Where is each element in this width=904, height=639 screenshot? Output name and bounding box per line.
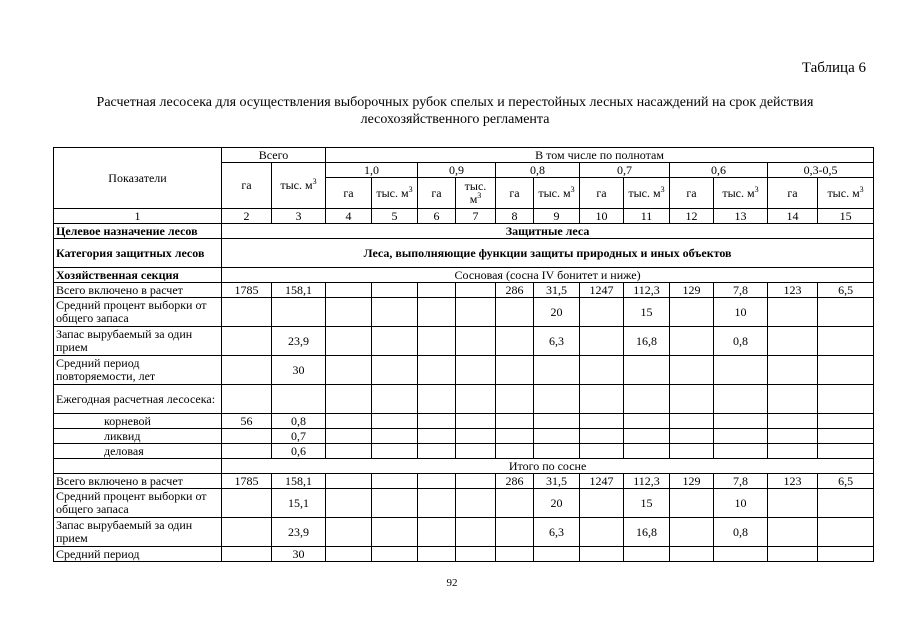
table-cell: [456, 518, 496, 547]
table-cell: [580, 298, 624, 327]
table-cell: [670, 356, 714, 385]
table-cell: [326, 444, 372, 459]
table-cell: [372, 489, 418, 518]
table-cell: [768, 414, 818, 429]
table-cell: [496, 414, 534, 429]
table-cell: 112,3: [624, 474, 670, 489]
table-cell: 158,1: [272, 474, 326, 489]
column-number: 1: [54, 209, 222, 224]
table-cell: [54, 459, 222, 474]
table-cell: [670, 547, 714, 562]
table-cell: [624, 429, 670, 444]
table-cell: [818, 429, 874, 444]
table-cell: [534, 414, 580, 429]
table-cell: 15: [624, 489, 670, 518]
table-cell: [768, 429, 818, 444]
table-cell: 10: [714, 489, 768, 518]
column-number: 8: [496, 209, 534, 224]
table-cell: [624, 444, 670, 459]
table-cell: [496, 327, 534, 356]
table-cell: [768, 298, 818, 327]
table-cell: [580, 547, 624, 562]
table-cell: [580, 327, 624, 356]
table-cell: [768, 327, 818, 356]
table-cell: [222, 298, 272, 327]
table-cell: [496, 356, 534, 385]
header-total-thous: тыс. $м^3$: [272, 163, 326, 209]
table-cell: [580, 518, 624, 547]
header-indicators: Показатели: [54, 148, 222, 209]
cutting-area-table: [53, 147, 874, 562]
table-cell: [496, 444, 534, 459]
table-cell: [496, 298, 534, 327]
table-cell: [372, 474, 418, 489]
table-cell: [768, 385, 818, 414]
row-label: Средний процент выборки от общего запаса: [54, 489, 222, 518]
header-thous: тыс. $м^3$: [456, 178, 496, 209]
header-density: 0,3-0,5: [768, 163, 874, 178]
table-cell: [456, 414, 496, 429]
table-cell: [418, 283, 456, 298]
purpose-value: Защитные леса: [222, 224, 874, 239]
table-cell: [326, 327, 372, 356]
table-cell: [418, 518, 456, 547]
header-thous: тыс. $м^3$: [714, 178, 768, 209]
table-cell: 0,8: [272, 414, 326, 429]
table-cell: [496, 429, 534, 444]
table-cell: 0,8: [714, 327, 768, 356]
table-cell: 112,3: [624, 283, 670, 298]
table-cell: [456, 356, 496, 385]
column-number: 14: [768, 209, 818, 224]
table-cell: [418, 298, 456, 327]
table-cell: 1785: [222, 474, 272, 489]
table-cell: [222, 518, 272, 547]
header-density: 1,0: [326, 163, 418, 178]
table-cell: [222, 327, 272, 356]
table-cell: [456, 547, 496, 562]
table-cell: [372, 429, 418, 444]
column-number: 9: [534, 209, 580, 224]
row-label: корневой: [54, 414, 222, 429]
table-cell: [456, 327, 496, 356]
table-cell: [534, 429, 580, 444]
table-cell: [418, 489, 456, 518]
table-cell: [580, 429, 624, 444]
table-cell: [372, 414, 418, 429]
column-number: 7: [456, 209, 496, 224]
table-cell: [222, 547, 272, 562]
table-cell: [496, 385, 534, 414]
table-cell: [670, 518, 714, 547]
table-cell: [534, 385, 580, 414]
table-cell: [818, 327, 874, 356]
table-cell: [768, 547, 818, 562]
table-cell: 23,9: [272, 518, 326, 547]
table-cell: 158,1: [272, 283, 326, 298]
header-thous: тыс. $м^3$: [372, 178, 418, 209]
row-label: Ежегодная расчетная лесосека:: [54, 385, 222, 414]
table-cell: [272, 298, 326, 327]
table-cell: 286: [496, 283, 534, 298]
table-cell: 20: [534, 298, 580, 327]
table-cell: 31,5: [534, 283, 580, 298]
row-label: Запас вырубаемый за один прием: [54, 518, 222, 547]
table-cell: 6,5: [818, 474, 874, 489]
row-label: ликвид: [54, 429, 222, 444]
table-cell: [624, 356, 670, 385]
header-thous: тыс. $м^3$: [624, 178, 670, 209]
table-cell: [670, 414, 714, 429]
table-cell: [818, 356, 874, 385]
table-cell: 6,3: [534, 518, 580, 547]
header-total: Всего: [222, 148, 326, 163]
row-label: Средний период: [54, 547, 222, 562]
table-cell: [418, 414, 456, 429]
row-label: Всего включено в расчет: [54, 474, 222, 489]
table-cell: 20: [534, 489, 580, 518]
table-cell: 16,8: [624, 518, 670, 547]
table-cell: [496, 489, 534, 518]
table-cell: [580, 444, 624, 459]
table-cell: [372, 547, 418, 562]
table-cell: 1247: [580, 283, 624, 298]
table-cell: 1785: [222, 283, 272, 298]
column-number: 11: [624, 209, 670, 224]
table-label: Таблица 6: [801, 60, 866, 76]
table-cell: [456, 429, 496, 444]
table-cell: 10: [714, 298, 768, 327]
table-cell: 7,8: [714, 474, 768, 489]
table-cell: [372, 356, 418, 385]
column-number: 3: [272, 209, 326, 224]
header-ha: га: [580, 178, 624, 209]
table-cell: [768, 356, 818, 385]
row-label: Средний процент выборки от общего запаса: [54, 298, 222, 327]
section-value: Сосновая (сосна IV бонитет и ниже): [222, 268, 874, 283]
table-cell: [670, 385, 714, 414]
column-number: 6: [418, 209, 456, 224]
table-cell: [818, 444, 874, 459]
table-cell: [768, 518, 818, 547]
table-cell: [456, 385, 496, 414]
header-density: 0,8: [496, 163, 580, 178]
table-cell: [818, 385, 874, 414]
table-cell: [326, 414, 372, 429]
table-cell: [534, 547, 580, 562]
column-number: 10: [580, 209, 624, 224]
column-number: 12: [670, 209, 714, 224]
table-cell: [326, 547, 372, 562]
table-cell: [714, 414, 768, 429]
table-cell: 6,5: [818, 283, 874, 298]
table-cell: [714, 356, 768, 385]
table-cell: [624, 547, 670, 562]
header-thous: тыс. $м^3$: [534, 178, 580, 209]
table-cell: [818, 298, 874, 327]
table-cell: 0,6: [272, 444, 326, 459]
table-cell: 30: [272, 547, 326, 562]
table-cell: [222, 429, 272, 444]
header-by-density: В том числе по полнотам: [326, 148, 874, 163]
table-cell: [768, 444, 818, 459]
column-number: 5: [372, 209, 418, 224]
table-cell: [326, 518, 372, 547]
header-density: 0,6: [670, 163, 768, 178]
table-cell: [326, 385, 372, 414]
table-cell: [580, 385, 624, 414]
table-cell: [818, 489, 874, 518]
header-thous: тыс. $м^3$: [818, 178, 874, 209]
table-cell: [534, 444, 580, 459]
category-value: Леса, выполняющие функции защиты природных и иных объектов: [222, 239, 874, 268]
table-cell: [326, 298, 372, 327]
table-cell: [326, 429, 372, 444]
table-cell: 123: [768, 283, 818, 298]
table-cell: 286: [496, 474, 534, 489]
table-cell: [624, 414, 670, 429]
table-cell: [714, 429, 768, 444]
table-cell: 123: [768, 474, 818, 489]
table-cell: 31,5: [534, 474, 580, 489]
purpose-label: Целевое назначение лесов: [54, 224, 222, 239]
table-cell: [818, 518, 874, 547]
table-cell: [222, 489, 272, 518]
table-cell: 15: [624, 298, 670, 327]
subtotal-label: Итого по сосне: [222, 459, 874, 474]
table-cell: [818, 414, 874, 429]
header-ha: га: [670, 178, 714, 209]
table-cell: [456, 474, 496, 489]
table-cell: [326, 474, 372, 489]
table-cell: [714, 547, 768, 562]
table-cell: [714, 444, 768, 459]
table-cell: 129: [670, 283, 714, 298]
category-label: Категория защитных лесов: [54, 239, 222, 268]
column-number: 4: [326, 209, 372, 224]
table-cell: [624, 385, 670, 414]
table-cell: [326, 356, 372, 385]
table-cell: [222, 356, 272, 385]
table-cell: [372, 385, 418, 414]
table-cell: [496, 547, 534, 562]
table-cell: [714, 385, 768, 414]
table-cell: [580, 489, 624, 518]
table-cell: [418, 474, 456, 489]
page-title: Расчетная лесосека для осуществления выборочных рубок спелых и перестойных лесных насаждений на срок действия лесохозяйственного регламента: [96, 95, 814, 127]
table-cell: [456, 489, 496, 518]
header-total-ha: га: [222, 163, 272, 209]
table-cell: [456, 298, 496, 327]
table-cell: [670, 444, 714, 459]
table-cell: 0,7: [272, 429, 326, 444]
table-cell: [818, 547, 874, 562]
header-ha: га: [768, 178, 818, 209]
table-cell: [670, 327, 714, 356]
table-cell: [456, 283, 496, 298]
table-cell: [418, 429, 456, 444]
header-density: 0,9: [418, 163, 496, 178]
table-cell: [418, 547, 456, 562]
table-cell: [418, 356, 456, 385]
row-label: Запас вырубаемый за один прием: [54, 327, 222, 356]
table-cell: [326, 283, 372, 298]
table-cell: 0,8: [714, 518, 768, 547]
table-cell: 1247: [580, 474, 624, 489]
table-cell: [372, 283, 418, 298]
table-cell: 30: [272, 356, 326, 385]
table-cell: 56: [222, 414, 272, 429]
table-cell: [372, 327, 418, 356]
column-number: 2: [222, 209, 272, 224]
table-cell: 16,8: [624, 327, 670, 356]
header-density: 0,7: [580, 163, 670, 178]
header-ha: га: [326, 178, 372, 209]
table-cell: 7,8: [714, 283, 768, 298]
table-cell: [372, 298, 418, 327]
table-cell: 15,1: [272, 489, 326, 518]
row-label: Средний период повторяемости, лет: [54, 356, 222, 385]
row-label: Всего включено в расчет: [54, 283, 222, 298]
table-cell: 129: [670, 474, 714, 489]
table-cell: [670, 489, 714, 518]
table-cell: [580, 356, 624, 385]
table-cell: [496, 518, 534, 547]
table-cell: [670, 429, 714, 444]
header-ha: га: [418, 178, 456, 209]
table-cell: [222, 444, 272, 459]
page-number: 92: [446, 577, 458, 589]
table-cell: [456, 444, 496, 459]
table-cell: [670, 298, 714, 327]
table-cell: [768, 489, 818, 518]
table-cell: [272, 385, 326, 414]
table-cell: [418, 327, 456, 356]
table-cell: 23,9: [272, 327, 326, 356]
table-cell: [326, 489, 372, 518]
table-cell: [418, 385, 456, 414]
table-cell: [534, 356, 580, 385]
section-label: Хозяйственная секция: [54, 268, 222, 283]
table-cell: [372, 444, 418, 459]
row-label: деловая: [54, 444, 222, 459]
table-cell: [418, 444, 456, 459]
table-cell: [580, 414, 624, 429]
header-ha: га: [496, 178, 534, 209]
table-cell: [372, 518, 418, 547]
column-number: 13: [714, 209, 768, 224]
table-cell: 6,3: [534, 327, 580, 356]
column-number: 15: [818, 209, 874, 224]
table-cell: [222, 385, 272, 414]
